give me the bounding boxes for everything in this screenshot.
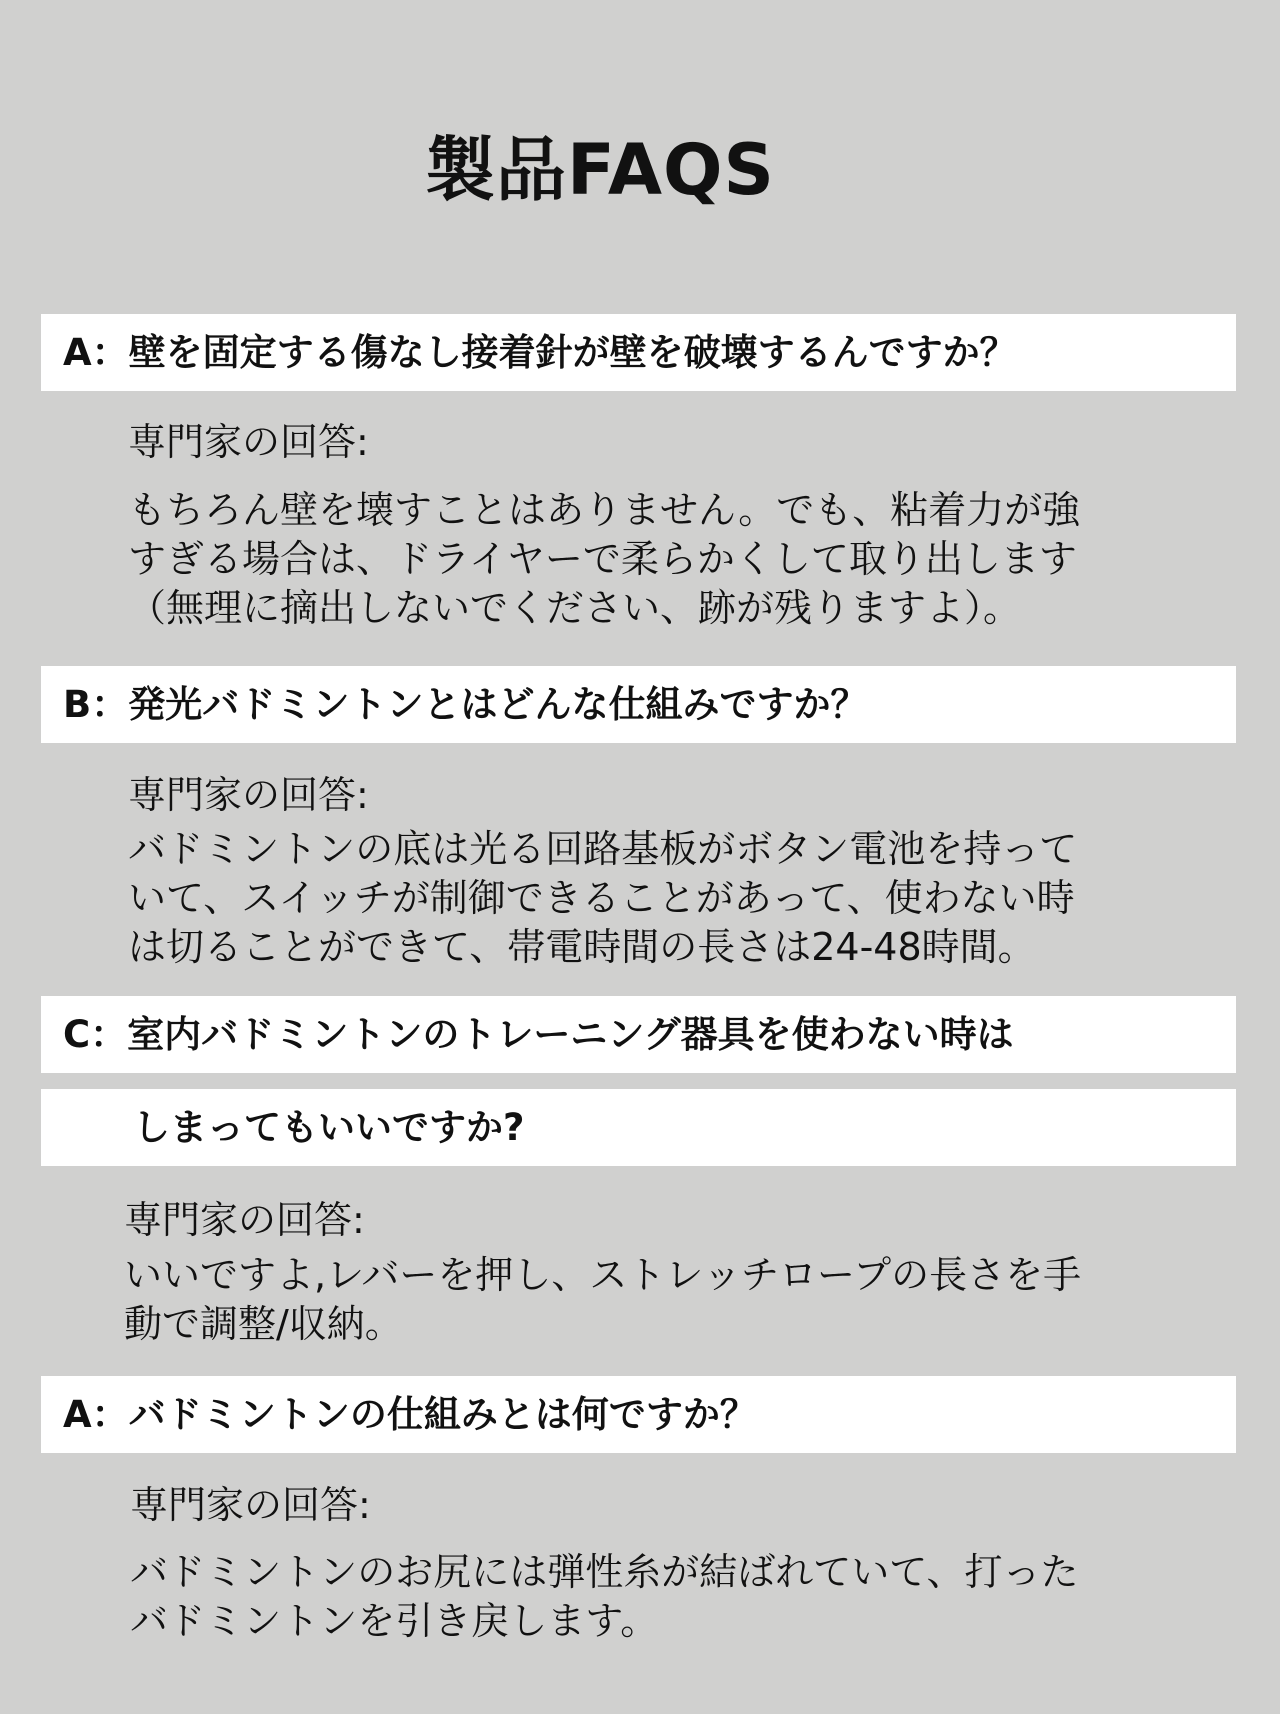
faq-question-2: B：発光バドミントンとはどんな仕組みですか？ (41, 666, 1236, 743)
answer-line: バドミントンを引き戻します。 (130, 1599, 659, 1643)
answer-line: いいですよ,レバーを押し、ストレッチロープの長さを手 (124, 1253, 1082, 1297)
answer-text-2 (128, 825, 1248, 972)
answer-label-1: 専門家の回答: (128, 420, 369, 464)
faq-question-3: C：室内バドミントンのトレーニング器具を使わない時は (41, 996, 1236, 1073)
faq-question-1: A：壁を固定する傷なし接着針が壁を破壊するんですか？ (41, 314, 1236, 391)
answer-line: もちろん壁を壊すことはありません。でも、粘着力が強 (128, 488, 1081, 532)
answer-line: バドミントンの底は光る回路基板がボタン電池を持って (128, 827, 1078, 871)
answer-text-1 (128, 486, 1248, 633)
answer-line: は切ることができて、帯電時間の長さは24-48時間。 (128, 925, 1036, 969)
answer-line: すぎる場合は、ドライヤーで柔らかくして取り出します (128, 537, 1077, 581)
answer-label-3: 専門家の回答: (124, 1198, 365, 1242)
answer-text-4 (130, 1548, 1250, 1646)
page-title: 製品FAQS (425, 129, 775, 211)
faq-question-3-continued: しまってもいいですか? (41, 1089, 1236, 1166)
faq-question-4: A：バドミントンの仕組みとは何ですか？ (41, 1376, 1236, 1453)
answer-line: 動で調整/収納。 (124, 1302, 403, 1346)
answer-label-4: 専門家の回答: (130, 1483, 371, 1527)
answer-line: バドミントンのお尻には弾性糸が結ばれていて、打った (130, 1550, 1079, 1594)
answer-line: いて、スイッチが制御できることがあって、使わない時 (128, 876, 1075, 920)
answer-label-2: 専門家の回答: (128, 773, 369, 817)
answer-text-3 (124, 1251, 1244, 1349)
answer-line: （無理に摘出しないでください、跡が残りますよ）。 (128, 586, 1022, 630)
